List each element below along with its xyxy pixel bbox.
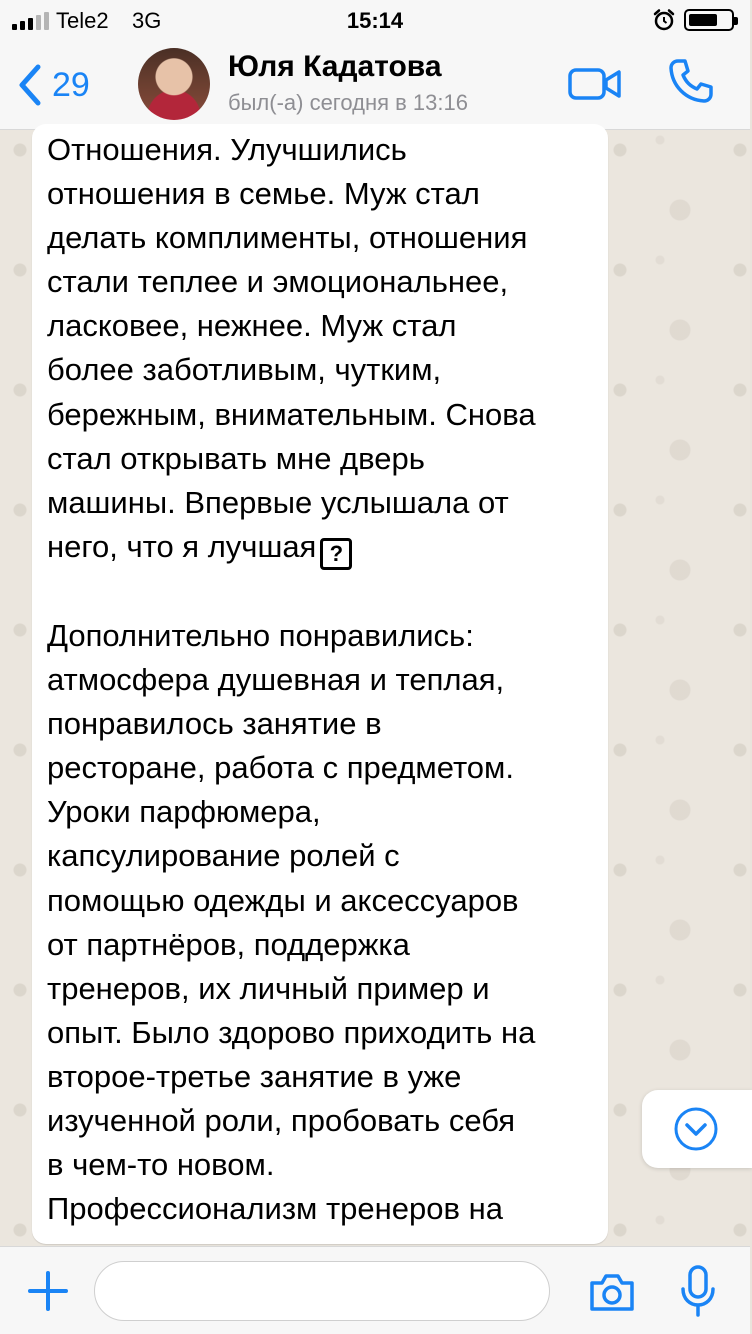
message-text-line: [47, 128, 592, 172]
message-text-line: [47, 525, 592, 570]
message-text-line: [47, 570, 592, 614]
chat-header: [0, 40, 750, 130]
message-text: более заботливым, чутким,: [47, 352, 442, 388]
message-text: в чем-то новом.: [47, 1147, 275, 1183]
message-input-bar: [0, 1246, 750, 1334]
message-text-line: [47, 967, 592, 1011]
alarm-clock-icon: [652, 8, 676, 32]
message-text: атмосфера душевная и теплая,: [47, 662, 505, 698]
message-text-line: [47, 481, 592, 525]
carrier-name: Tele2: [56, 8, 109, 33]
video-call-button[interactable]: [568, 66, 622, 102]
chevron-down-circle-icon: [673, 1106, 719, 1152]
message-text-line: [47, 658, 592, 702]
message-text: машины. Впервые услышала от: [47, 484, 509, 520]
message-text: ласковее, нежнее. Муж стал: [47, 308, 457, 344]
message-text: отношения в семье. Муж стал: [47, 176, 480, 212]
last-seen-status: был(-а) сегодня в 13:16: [228, 90, 468, 115]
message-text: изученной роли, пробовать себя: [47, 1102, 516, 1138]
status-time: 15:14: [346, 8, 404, 33]
message-text: капсулирование ролей с: [47, 838, 400, 874]
message-text-line: [47, 393, 592, 437]
chevron-left-icon: [16, 63, 42, 107]
message-text-line: [47, 1099, 592, 1143]
unread-count: 29: [52, 65, 90, 104]
battery-icon: [684, 9, 734, 31]
message-text: опыт. Было здорово приходить на: [47, 1014, 536, 1050]
message-text: Профессионализм тренеров на: [47, 1191, 503, 1227]
microphone-button[interactable]: [680, 1265, 716, 1317]
message-text: него, что я лучшая: [47, 528, 317, 564]
message-text-line: [47, 348, 592, 392]
contact-name[interactable]: Юля Кадатова: [228, 50, 442, 83]
message-text: делать комплименты, отношения: [47, 220, 528, 256]
message-text: стали теплее и эмоциональнее,: [47, 264, 509, 300]
message-text: стал открывать мне дверь: [47, 440, 425, 476]
attach-plus-button[interactable]: [28, 1271, 68, 1311]
message-text-line: [47, 1055, 592, 1099]
message-text: понравилось занятие в: [47, 706, 382, 742]
phone-call-button[interactable]: [668, 58, 714, 104]
message-text-line: [47, 1143, 592, 1187]
message-text: бережным, внимательным. Снова: [47, 396, 536, 432]
camera-button[interactable]: [588, 1271, 636, 1313]
message-text-line: [47, 172, 592, 216]
message-text: помощью одежды и аксессуаров: [47, 882, 519, 918]
message-text: тренеров, их личный пример и: [47, 970, 490, 1006]
message-text: ресторане, работа с предметом.: [47, 750, 514, 786]
message-text-line: [47, 614, 592, 658]
message-text-line: [47, 702, 592, 746]
unknown-emoji-icon: ?: [320, 538, 352, 570]
back-button[interactable]: [16, 62, 90, 108]
message-text-line: [47, 746, 592, 790]
message-text-line: [47, 790, 592, 834]
message-bubble[interactable]: [32, 124, 608, 1244]
network-type: 3G: [132, 8, 162, 33]
message-text-line: [47, 216, 592, 260]
message-text-line: [47, 304, 592, 348]
scroll-to-bottom-button[interactable]: [642, 1090, 752, 1168]
message-text-line: [47, 923, 592, 967]
status-bar: [0, 0, 750, 40]
message-text: второе-третье занятие в уже: [47, 1058, 462, 1094]
message-text: Дополнительно понравились:: [47, 617, 474, 653]
message-text-line: [47, 879, 592, 923]
message-text-line: [47, 1011, 592, 1055]
avatar[interactable]: [138, 48, 210, 120]
message-text-line: [47, 834, 592, 878]
message-text-line: [47, 437, 592, 481]
message-input[interactable]: [94, 1261, 550, 1321]
message-text: Отношения. Улучшились: [47, 132, 407, 167]
message-text-line: [47, 1187, 592, 1231]
message-text: Уроки парфюмера,: [47, 794, 321, 830]
message-text: от партнёров, поддержка: [47, 926, 410, 962]
message-text-line: [47, 260, 592, 304]
